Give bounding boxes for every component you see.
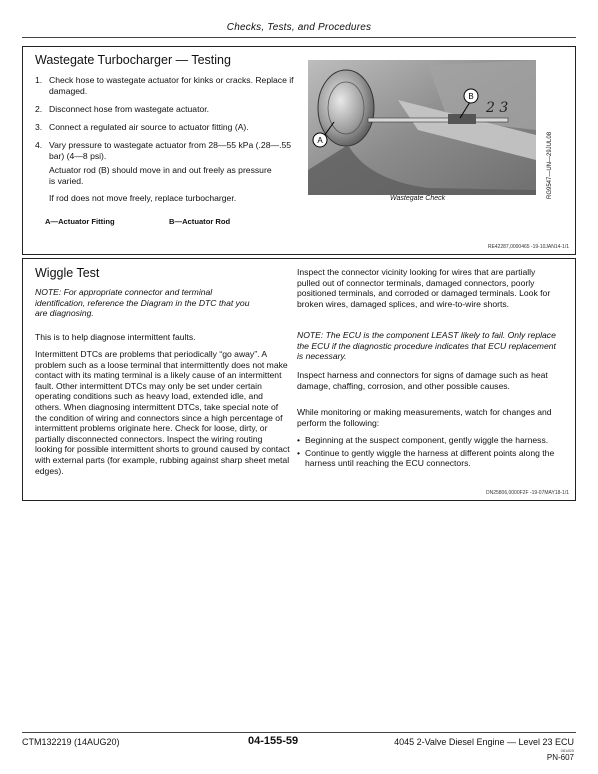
step-text: Connect a regulated air source to actuator fitting (A). xyxy=(49,122,249,132)
step-text: Vary pressure to wastegate actuator from 28—55 kPa (.28—.55 bar) (4—8 psi). xyxy=(49,140,292,161)
caption-actuator-rod: B—Actuator Rod xyxy=(169,217,231,226)
caption-actuator-fitting: A—Actuator Fitting xyxy=(45,217,115,226)
step-text: Disconnect hose from wastegate actuator. xyxy=(49,104,210,114)
step4-note-rod: Actuator rod (B) should move in and out freely as pressure is varied. xyxy=(49,165,272,186)
wastegate-steps xyxy=(35,75,297,169)
photo-id: RG9547—UN—29JUL08 xyxy=(547,131,553,199)
header-rule xyxy=(22,37,576,38)
wiggle-reference: DN25806,0000F2F -19-07MAY18-1/1 xyxy=(485,490,569,496)
bullet-text: Beginning at the suspect component, gently wiggle the harness. xyxy=(305,435,549,445)
list-item: • Continue to gently wiggle the harness at different points along the harness until reaching the ECU connectors. xyxy=(297,447,555,469)
step4-note-replace: If rod does not move freely, replace turbocharger. xyxy=(49,193,237,203)
wiggle-intermittent-paragraph: Intermittent DTCs are problems that periodically “go away”. A problem such as a loose terminal that intermittently does not make contact with its mating terminal is a likely cause of an intermittent fault. Other intermittent DTCs may only be set under certain operating conditions such as heavy load, extended idle, and others. When diagnosing intermittent DTCs, take special note of the condition of wiring and connectors since a high percentage of intermittent problems originate here. Check for loose, dirty, or partially disconnected connectors. Inspect the wiring routing looking for possible intermittent shorts to ground caused by contact with external parts (for example, rubbing against sharp sheet metal edges). xyxy=(35,349,290,476)
step-number: 1. xyxy=(35,75,43,85)
wiggle-title: Wiggle Test xyxy=(35,266,100,280)
footer-rule xyxy=(22,732,576,733)
wastegate-photo xyxy=(308,60,536,195)
bullet-text: Continue to gently wiggle the harness at different points along the harness until reaching the ECU connectors. xyxy=(305,447,555,469)
step-item xyxy=(35,104,297,115)
callout-a-text: A xyxy=(317,136,323,145)
footer-document-id: CTM132219 (14AUG20) xyxy=(22,737,120,747)
wiggle-inspect-harness: Inspect harness and connectors for signs of damage such as heat damage, chaffing, corrosion, and other possible causes. xyxy=(297,370,548,391)
step-text: Check hose to wastegate actuator for kinks or cracks. Replace if damaged. xyxy=(49,75,294,96)
wiggle-section xyxy=(22,258,576,501)
footer-page-code: 04-155-59 xyxy=(248,735,299,747)
footer-page-number: PN-607 xyxy=(546,753,574,762)
wiggle-monitoring: While monitoring or making measurements, watch for changes and perform the following: xyxy=(297,407,552,428)
footer-date-code: 081820 xyxy=(560,748,574,753)
callout-b-text: B xyxy=(468,92,474,101)
step-number: 3. xyxy=(35,122,43,132)
wastegate-reference: RE42287,0000465 -19-10JAN14-1/1 xyxy=(487,244,569,250)
wastegate-title: Wastegate Turbocharger — Testing xyxy=(35,53,231,67)
wastegate-actuator-can xyxy=(318,70,374,146)
list-item: • Beginning at the suspect component, gently wiggle the harness. xyxy=(297,435,549,445)
step-number: 2. xyxy=(35,104,43,114)
wiggle-intro: This is to help diagnose intermittent faults. xyxy=(35,332,196,342)
step-item xyxy=(35,140,297,162)
wiggle-bullet-list xyxy=(297,435,559,471)
handwritten-marking: 2 3 xyxy=(486,100,509,116)
wiggle-connector-vicinity: Inspect the connector vicinity looking for wires that are partially pulled out of connector terminals, damaged connectors, poorly positioned terminals, and corroded or damaged terminals. Look for broken wires, damaged splices, and wire-to-wire shorts. xyxy=(297,267,551,309)
step-number: 4. xyxy=(35,140,43,150)
footer-manual-title: 4045 2-Valve Diesel Engine — Level 23 ECU xyxy=(394,737,574,747)
page-header: Checks, Tests, and Procedures xyxy=(226,22,372,33)
wiggle-note-ecu: NOTE: The ECU is the component LEAST likely to fail. Only replace the ECU if the diagnostic procedure indicates that ECU replacement is necessary. xyxy=(297,330,556,362)
actuator-rod xyxy=(368,118,508,122)
step-item xyxy=(35,75,297,97)
photo-caption: Wastegate Check xyxy=(390,195,446,202)
wiggle-note-connector: NOTE: For appropriate connector and terminal identification, reference the Diagram in the DTC that you are diagnosing. xyxy=(35,287,250,319)
step-item xyxy=(35,122,297,133)
